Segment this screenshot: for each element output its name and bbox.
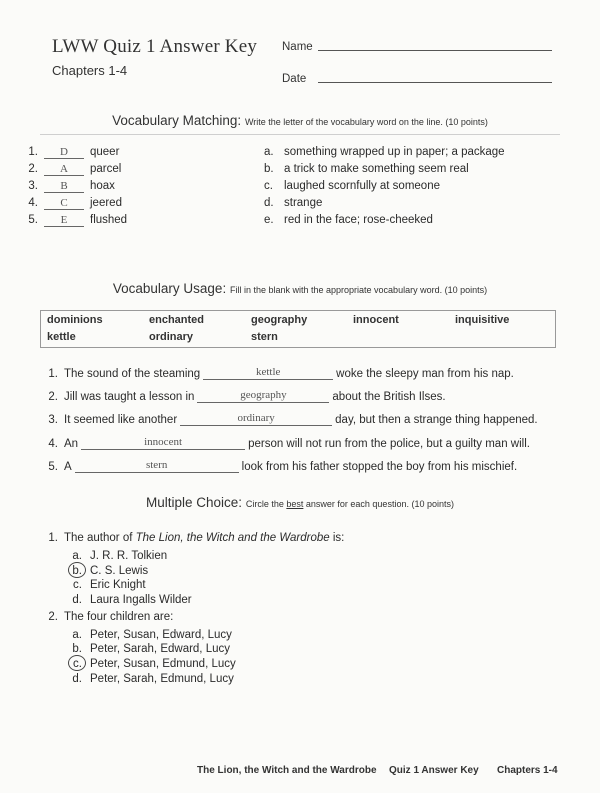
date-label: Date [282, 73, 307, 85]
date-field[interactable] [318, 82, 552, 83]
definition-item: e. red in the face; rose-cheeked [264, 214, 433, 226]
definition-item: d. strange [264, 197, 323, 209]
page-title: LWW Quiz 1 Answer Key [52, 36, 258, 57]
word-bank-item: innocent [353, 314, 399, 326]
word-bank-item: kettle [47, 331, 76, 343]
multiple-choice-heading: Multiple Choice: Circle the best answer for each question. (10 points) [146, 495, 454, 510]
usage-sentence: 3. It seemed like another ordinary day, but then a strange thing happened. [48, 412, 538, 426]
answer-option-selected[interactable]: b. C. S. Lewis [62, 565, 148, 580]
answer-option[interactable]: b. Peter, Sarah, Edward, Lucy [72, 643, 230, 655]
answer-blank[interactable]: geography [197, 389, 329, 403]
list-item: 1. D queer [28, 146, 120, 158]
answer-blank[interactable]: kettle [203, 366, 333, 380]
answer-circle [68, 655, 86, 671]
usage-sentence: 2. Jill was taught a lesson in geography about the British Ilses. [48, 389, 446, 403]
vocab-matching-heading: Vocabulary Matching: Write the letter of the vocabulary word on the line. (10 points) [112, 113, 488, 128]
usage-sentence: 1. The sound of the steaming kettle woke the sleepy man from his nap. [48, 366, 514, 380]
usage-sentence: 5. A stern look from his father stopped the boy from his mischief. [48, 459, 518, 473]
definition-item: b. a trick to make something seem real [264, 163, 469, 175]
answer-circle [68, 562, 86, 578]
answer-option[interactable]: d. Peter, Sarah, Edmund, Lucy [72, 673, 234, 685]
answer-option[interactable]: c. Eric Knight [73, 579, 146, 591]
list-item: 3. B hoax [28, 180, 115, 192]
word-bank-item: inquisitive [455, 314, 510, 326]
word-bank [40, 310, 556, 348]
answer-option-selected[interactable]: c. Peter, Susan, Edmund, Lucy [62, 658, 236, 673]
word-bank-item: dominions [47, 314, 103, 326]
answer-option[interactable]: a. Peter, Susan, Edward, Lucy [72, 629, 232, 641]
word-bank-item: geography [251, 314, 308, 326]
footer-chapters: Chapters 1-4 [497, 765, 558, 776]
usage-sentence: 4. An innocent person will not run from the police, but a guilty man will. [48, 436, 530, 450]
definition-item: a. something wrapped up in paper; a package [264, 146, 505, 158]
footer-quiz-label: Quiz 1 Answer Key [389, 765, 479, 776]
matching-word-list [16, 146, 246, 231]
page-subtitle: Chapters 1-4 [52, 63, 128, 78]
list-item: 5. E flushed [28, 214, 128, 226]
question-1: 1. The author of The Lion, the Witch and the Wardrobe is: [48, 532, 345, 544]
word-bank-item: ordinary [149, 331, 194, 343]
answer-blank[interactable]: C [44, 197, 84, 210]
answer-option[interactable]: d. Laura Ingalls Wilder [72, 594, 192, 606]
word-bank-item: enchanted [149, 314, 205, 326]
answer-blank[interactable]: B [44, 180, 84, 193]
vocab-usage-heading: Vocabulary Usage: Fill in the blank with the appropriate vocabulary word. (10 points) [112, 281, 488, 296]
section-divider [40, 134, 560, 135]
name-label: Name [282, 41, 313, 53]
matching-definition-list [264, 146, 564, 231]
answer-blank[interactable]: stern [75, 459, 239, 473]
word-bank-item: stern [251, 331, 278, 343]
answer-blank[interactable]: D [44, 146, 84, 159]
answer-blank[interactable]: A [44, 163, 84, 176]
answer-blank[interactable]: innocent [81, 436, 245, 450]
question-2: 2. The four children are: [48, 611, 174, 623]
answer-option[interactable]: a. J. R. R. Tolkien [72, 550, 168, 562]
footer-book-title: The Lion, the Witch and the Wardrobe [197, 765, 377, 776]
name-field[interactable] [318, 50, 552, 51]
answer-blank[interactable]: ordinary [180, 412, 332, 426]
answer-blank[interactable]: E [44, 214, 84, 227]
list-item: 4. C jeered [28, 197, 122, 209]
definition-item: c. laughed scornfully at someone [264, 180, 440, 192]
list-item: 2. A parcel [28, 163, 122, 175]
